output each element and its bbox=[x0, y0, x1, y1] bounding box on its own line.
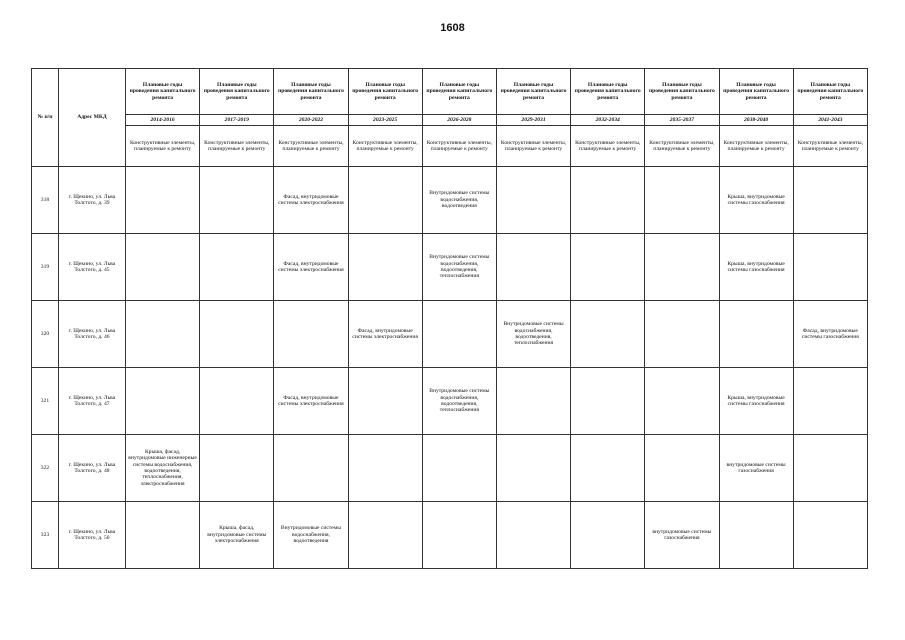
table-cell bbox=[348, 502, 422, 569]
table-cell bbox=[496, 167, 570, 234]
period-elements-header: Конструктивные элементы, планируемые к ремонту bbox=[348, 126, 422, 167]
table-cell: Крыша, фасад, внутридомовые инженерные системы водоснабжения, водоотведения, теплоснабжения, электроснабжения bbox=[126, 435, 200, 502]
column-header-number: № п/п bbox=[32, 69, 59, 167]
table-cell bbox=[496, 234, 570, 301]
table-cell: Фасад, внутридомовые системы электроснабжения bbox=[348, 301, 422, 368]
table-row bbox=[32, 435, 868, 502]
capital-repair-plan-table bbox=[31, 68, 868, 569]
table-cell bbox=[348, 435, 422, 502]
table-cell bbox=[719, 502, 793, 569]
table-cell bbox=[126, 502, 200, 569]
table-cell bbox=[571, 368, 645, 435]
row-address: г. Щекино, ул. Льва Толстого, д. 45 bbox=[59, 234, 126, 301]
table-cell: Фасад, внутридомовые системы электроснабжения bbox=[274, 368, 348, 435]
table-row bbox=[32, 167, 868, 234]
period-elements-header: Конструктивные элементы, планируемые к ремонту bbox=[645, 126, 719, 167]
period-title: Плановые годы проведения капитального ремонта bbox=[422, 69, 496, 115]
table-cell bbox=[200, 167, 274, 234]
table-cell: Фасад, внутридомовые системы газоснабжения bbox=[793, 301, 867, 368]
period-years: 2029-2031 bbox=[496, 115, 570, 126]
table-cell bbox=[200, 301, 274, 368]
row-address: г. Щекино, ул. Льва Толстого, д. 39 bbox=[59, 167, 126, 234]
table-row bbox=[32, 368, 868, 435]
table-cell bbox=[348, 167, 422, 234]
row-address: г. Щекино, ул. Льва Толстого, д. 47 bbox=[59, 368, 126, 435]
table-cell bbox=[645, 167, 719, 234]
table-cell: внутридомовые системы газоснабжения bbox=[719, 435, 793, 502]
table-cell bbox=[645, 435, 719, 502]
period-title: Плановые годы проведения капитального ремонта bbox=[719, 69, 793, 115]
period-elements-header: Конструктивные элементы, планируемые к ремонту bbox=[496, 126, 570, 167]
table-cell bbox=[496, 435, 570, 502]
period-elements-header: Конструктивные элементы, планируемые к ремонту bbox=[422, 126, 496, 167]
table-cell: Фасад, внутридомовые системы электроснабжения bbox=[274, 167, 348, 234]
table-cell bbox=[200, 435, 274, 502]
table-cell bbox=[496, 368, 570, 435]
table-row bbox=[32, 301, 868, 368]
table-cell bbox=[793, 167, 867, 234]
period-years: 2014-2016 bbox=[126, 115, 200, 126]
table-cell bbox=[793, 435, 867, 502]
table-cell bbox=[571, 502, 645, 569]
table-cell bbox=[719, 301, 793, 368]
table-cell bbox=[274, 301, 348, 368]
period-elements-header: Конструктивные элементы, планируемые к ремонту bbox=[126, 126, 200, 167]
period-title: Плановые годы проведения капитального ремонта bbox=[793, 69, 867, 115]
period-years: 2032-2034 bbox=[571, 115, 645, 126]
header-row-years bbox=[32, 115, 868, 126]
row-address: г. Щекино, ул. Льва Толстого, д. 48 bbox=[59, 435, 126, 502]
table-cell bbox=[348, 368, 422, 435]
table-cell: Внутридомовые системы водоснабжения, водоотведения bbox=[422, 167, 496, 234]
table-cell bbox=[126, 167, 200, 234]
table-row bbox=[32, 234, 868, 301]
table-cell bbox=[422, 435, 496, 502]
table-cell bbox=[645, 368, 719, 435]
table-cell bbox=[571, 301, 645, 368]
table-cell bbox=[793, 368, 867, 435]
table-cell bbox=[571, 167, 645, 234]
header-row-elements bbox=[32, 126, 868, 167]
row-number: 322 bbox=[32, 435, 59, 502]
column-header-address: Адрес МКД bbox=[59, 69, 126, 167]
period-title: Плановые годы проведения капитального ремонта bbox=[348, 69, 422, 115]
row-number: 320 bbox=[32, 301, 59, 368]
period-elements-header: Конструктивные элементы, планируемые к ремонту bbox=[719, 126, 793, 167]
header-row-periods bbox=[32, 69, 868, 115]
period-title: Плановые годы проведения капитального ремонта bbox=[200, 69, 274, 115]
table-cell bbox=[422, 301, 496, 368]
table-cell bbox=[645, 234, 719, 301]
period-title: Плановые годы проведения капитального ремонта bbox=[571, 69, 645, 115]
row-number: 323 bbox=[32, 502, 59, 569]
row-number: 318 bbox=[32, 167, 59, 234]
table-cell: Внутридомовые системы водоснабжения, водоотведения, теплоснабжения bbox=[496, 301, 570, 368]
table-cell bbox=[126, 301, 200, 368]
page-number: 1608 bbox=[440, 22, 465, 34]
table-cell bbox=[793, 502, 867, 569]
table-cell bbox=[274, 435, 348, 502]
row-address: г. Щекино, ул. Льва Толстого, д. 46 bbox=[59, 301, 126, 368]
table-cell bbox=[200, 234, 274, 301]
table-cell bbox=[496, 502, 570, 569]
row-number: 321 bbox=[32, 368, 59, 435]
table-cell bbox=[126, 234, 200, 301]
table-cell bbox=[422, 502, 496, 569]
period-elements-header: Конструктивные элементы, планируемые к ремонту bbox=[274, 126, 348, 167]
row-address: г. Щекино, ул. Льва Толстого, д. 50 bbox=[59, 502, 126, 569]
table-row bbox=[32, 502, 868, 569]
table-cell: внутридомовые системы газоснабжения bbox=[645, 502, 719, 569]
table-cell: Крыша, внутридомовые системы газоснабжения bbox=[719, 234, 793, 301]
period-title: Плановые годы проведения капитального ремонта bbox=[126, 69, 200, 115]
table-cell bbox=[348, 234, 422, 301]
table-cell bbox=[793, 234, 867, 301]
period-years: 2020-2022 bbox=[274, 115, 348, 126]
table-cell bbox=[200, 368, 274, 435]
table-cell: Крыша, фасад, внутридомовые системы электроснабжения bbox=[200, 502, 274, 569]
period-title: Плановые годы проведения капитального ремонта bbox=[496, 69, 570, 115]
period-elements-header: Конструктивные элементы, планируемые к ремонту bbox=[793, 126, 867, 167]
period-elements-header: Конструктивные элементы, планируемые к ремонту bbox=[200, 126, 274, 167]
table-cell: Фасад, внутридомовые системы электроснабжения bbox=[274, 234, 348, 301]
period-years: 2017-2019 bbox=[200, 115, 274, 126]
table-cell: Крыша, внутридомовые системы газоснабжения bbox=[719, 167, 793, 234]
table-cell bbox=[126, 368, 200, 435]
period-years: 2038-2040 bbox=[719, 115, 793, 126]
period-elements-header: Конструктивные элементы, планируемые к ремонту bbox=[571, 126, 645, 167]
period-years: 2023-2025 bbox=[348, 115, 422, 126]
table-cell: Внутридомовые системы водоснабжения, водоотведения bbox=[274, 502, 348, 569]
table-cell: Крыша, внутридомовые системы газоснабжения bbox=[719, 368, 793, 435]
table-cell: Внутридомовые системы водоснабжения, водоотведения, теплоснабжения bbox=[422, 234, 496, 301]
period-title: Плановые годы проведения капитального ремонта bbox=[274, 69, 348, 115]
table-cell: Внутридомовые системы водоснабжения, водоотведения, теплоснабжения bbox=[422, 368, 496, 435]
period-years: 2041-2043 bbox=[793, 115, 867, 126]
table-cell bbox=[645, 301, 719, 368]
table-cell bbox=[571, 234, 645, 301]
period-years: 2026-2028 bbox=[422, 115, 496, 126]
period-title: Плановые годы проведения капитального ремонта bbox=[645, 69, 719, 115]
row-number: 319 bbox=[32, 234, 59, 301]
period-years: 2035-2037 bbox=[645, 115, 719, 126]
table-cell bbox=[571, 435, 645, 502]
